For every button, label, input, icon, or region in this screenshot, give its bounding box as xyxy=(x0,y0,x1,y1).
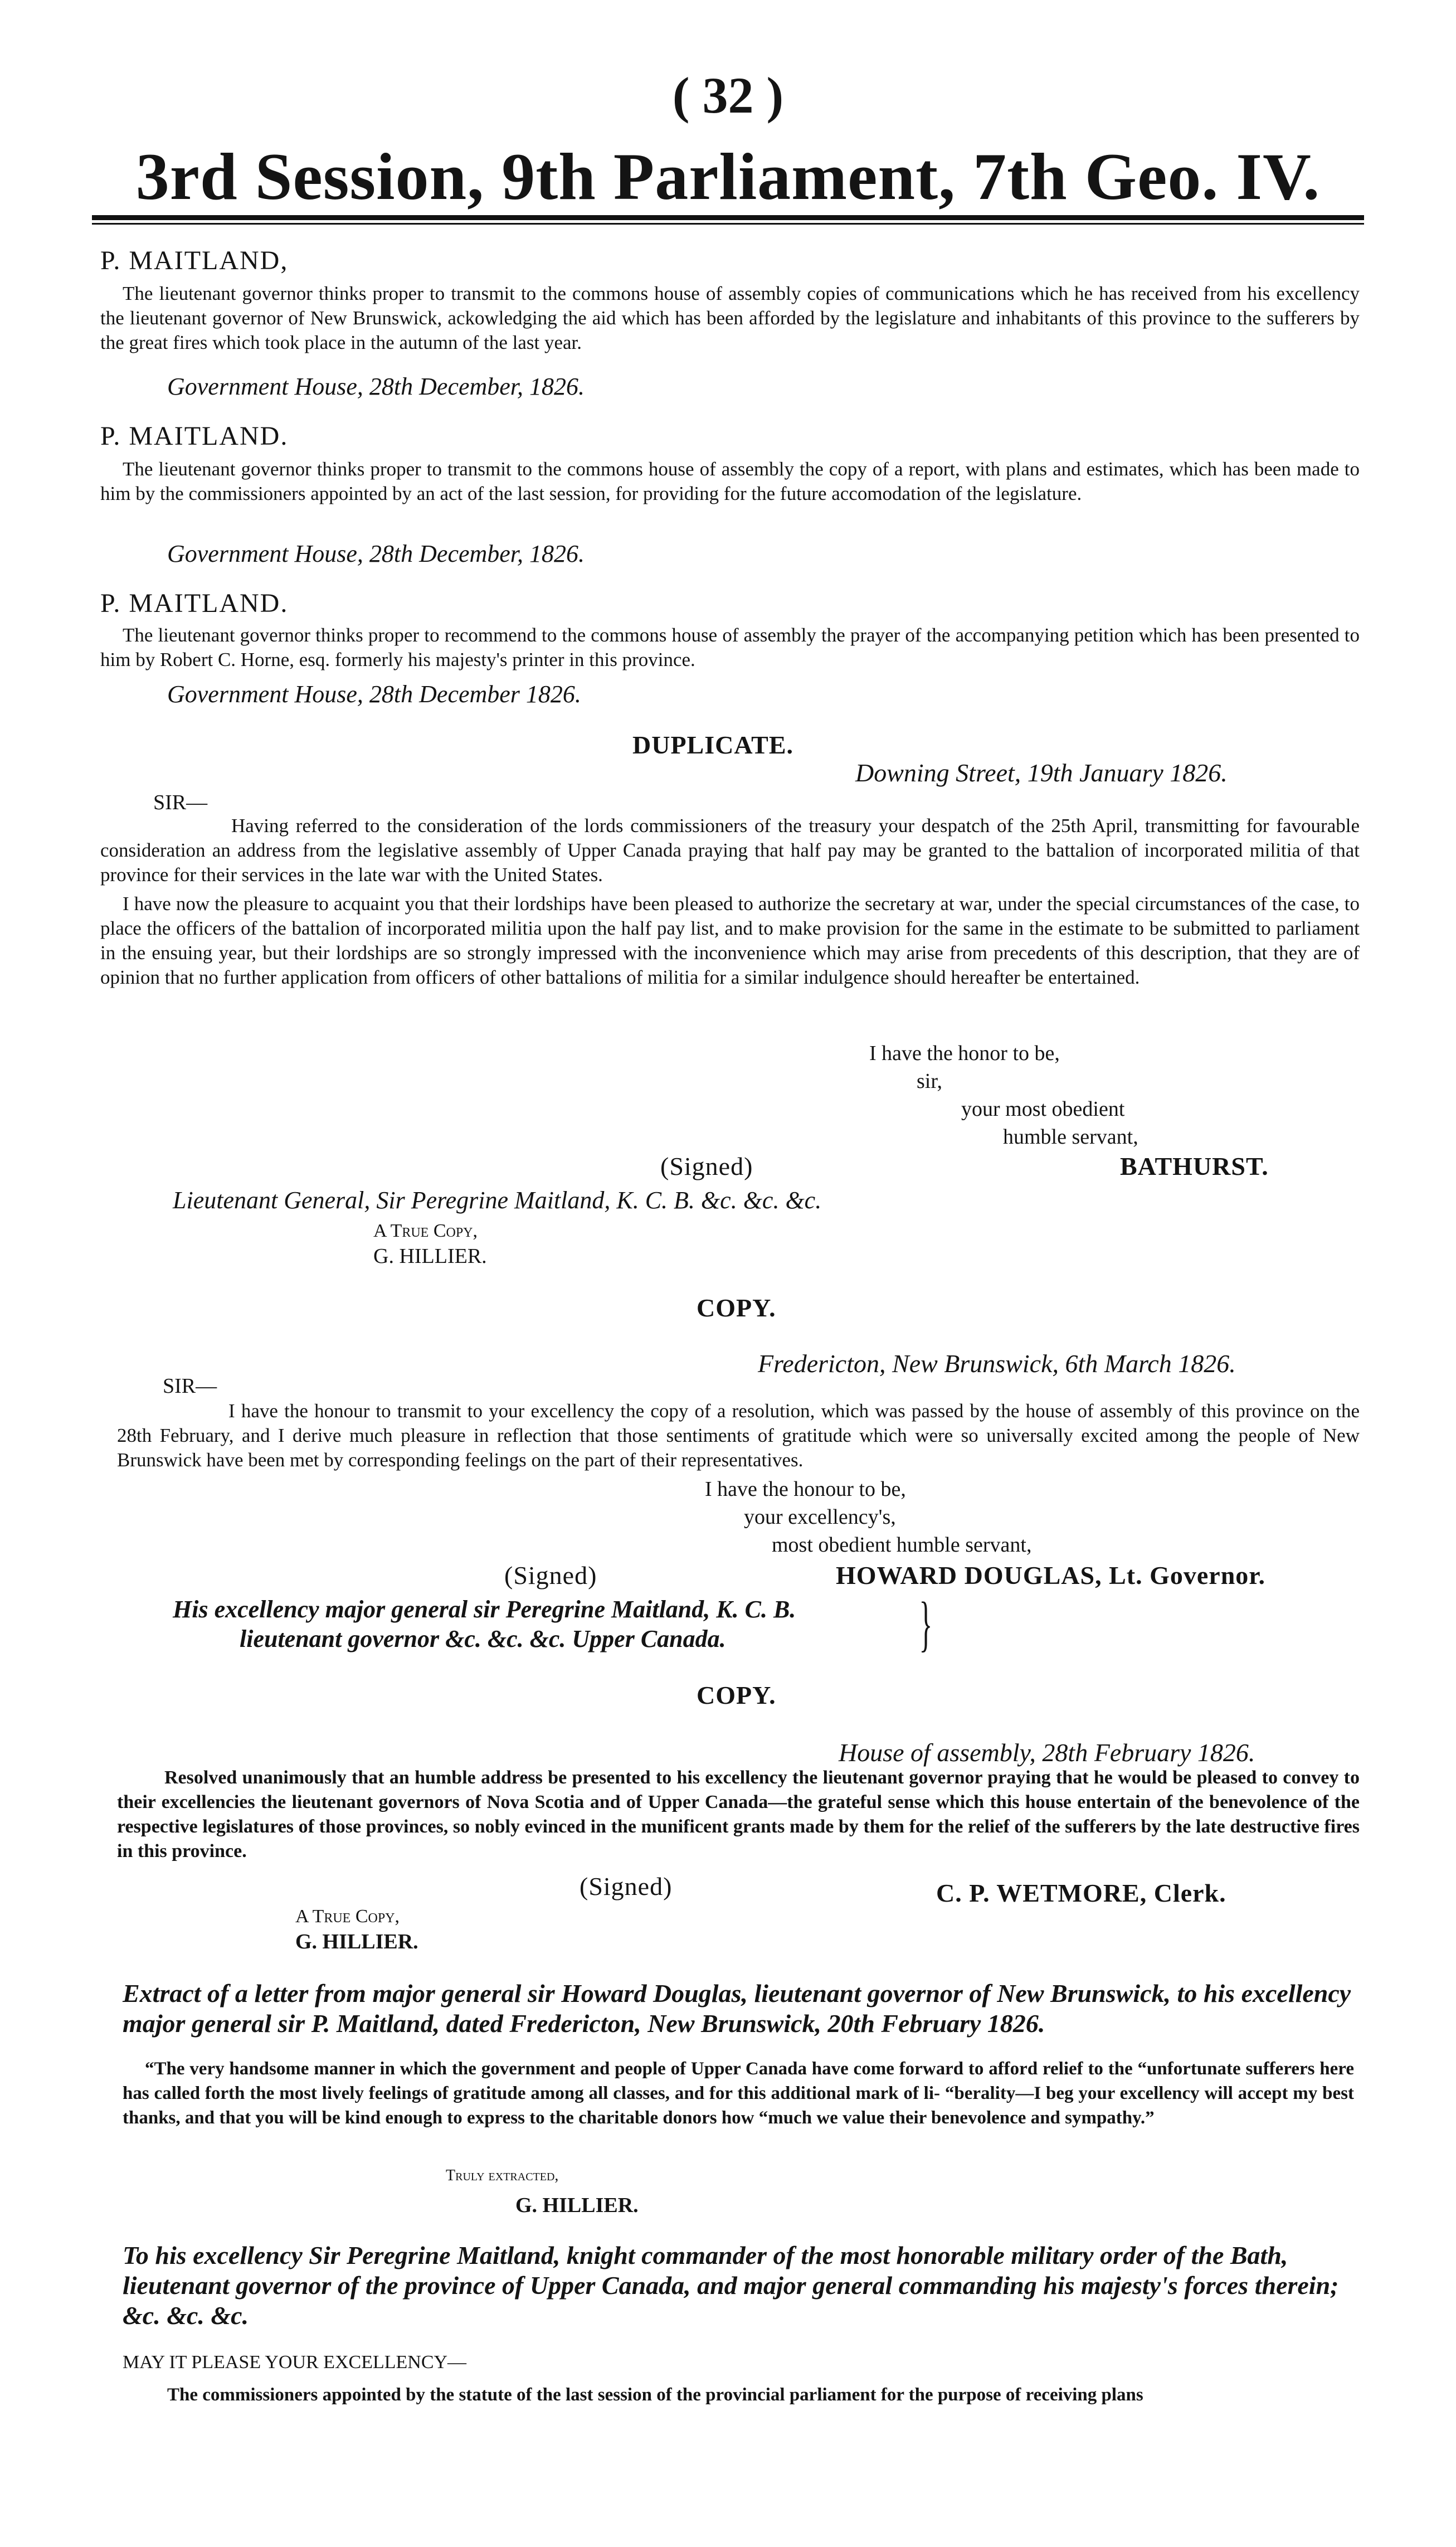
extract-quote: “The very handsome manner in which the government and people of Upper Canada have come forward to afford relief to the “unfortunate sufferers here has called forth the most lively feelings of gratitude among all classes, and for this additional mark of li- “berality—I beg your excellency will accept my best thanks, and that you will be kind enough to express to the charitable donors how “much we value their benevolence and sympathy.” xyxy=(123,2059,1354,2128)
extract-hillier: G. HILLIER. xyxy=(515,2194,639,2217)
copy-2-title: COPY. xyxy=(697,1681,776,1709)
copy-2-paragraph: Resolved unanimously that an humble address be presented to his excellency the lieutenant governor praying that he would be pleased to convey to their excellencies the lieutenant governors of Nova Scotia and of Upper Canada—the grateful sense which this house entertain of the benevolence of the respective legislatures of those provinces, so nobly evinced in the munificent grants made by them for the relief of the sufferers by the late destructive fires in this province. xyxy=(117,1767,1360,1861)
copy-1-dateline: Fredericton, New Brunswick, 6th March 1826. xyxy=(758,1349,1236,1378)
copy-1-salutation: SIR— xyxy=(163,1374,217,1398)
address-heading: To his excellency Sir Peregrine Maitland, knight commander of the most honorable military order of the Bath, lieutenant governor of the province of Upper Canada, and major general commanding his majesty's forces therein; &c. &c. &c. xyxy=(123,2241,1339,2330)
duplicate-paragraph-1: Having referred to the consideration of the lords commissioners of the treasury your despatch of the 25th April, transmitting for favourable consideration an address from the legislative assembly of Upper Canada praying that half pay may be granted to the battalion of incorporated militia of that province for their services in the late war with the United States. xyxy=(100,815,1360,886)
message-1-place-date: Government House, 28th December, 1826. xyxy=(167,373,585,400)
copy-1-brace: } xyxy=(919,1590,933,1658)
heading-rule-thick xyxy=(92,215,1364,220)
message-2-signer: P. MAITLAND. xyxy=(100,421,289,451)
copy-1-paragraph: I have the honour to transmit to your excellency the copy of a resolution, which was passed by the house of assembly of this province on the 28th February, and I derive much pleasure in reflection that those sentiments of gratitude which were so universally excited among the people of New Brunswick have been met by corresponding feelings on the part of their representatives. xyxy=(117,1400,1360,1471)
message-2-place-date: Government House, 28th December, 1826. xyxy=(167,540,585,567)
copy-1-closing-2: your excellency's, xyxy=(744,1505,896,1529)
copy-2-hillier: G. HILLIER. xyxy=(295,1930,418,1953)
message-1-text: The lieutenant governor thinks proper to transmit to the commons house of assembly copies of communications which he has received from his excellency the lieutenant governor of New Brunswick, ackowledging the aid which has been afforded by the legislature and inhabitants of this province to the sufferers by the great fires which took place in the autumn of the last year. xyxy=(100,283,1360,353)
extract-truly-extracted: Truly extracted, xyxy=(446,2167,559,2184)
copy-1-addressee-1: His excellency major general sir Peregrine Maitland, K. C. B. xyxy=(173,1596,796,1623)
address-text: The commissioners appointed by the statute of the last session of the provincial parliament for the purpose of receiving plans xyxy=(167,2385,1143,2405)
duplicate-title: DUPLICATE. xyxy=(632,731,794,759)
heading-rule-thin xyxy=(92,223,1364,225)
duplicate-closing-4: humble servant, xyxy=(1003,1125,1138,1149)
copy-1-title: COPY. xyxy=(697,1294,776,1322)
extract-heading: Extract of a letter from major general sir Howard Douglas, lieutenant governor of New Brunswick, to his excellency major general sir P. Maitland, dated Fredericton, New Brunswick, 20th February 1826. xyxy=(123,1979,1351,2038)
copy-1-signer: HOWARD DOUGLAS, Lt. Governor. xyxy=(836,1561,1265,1590)
duplicate-signer: BATHURST. xyxy=(1120,1152,1269,1180)
address-salutation: MAY IT PLEASE YOUR EXCELLENCY— xyxy=(123,2352,467,2373)
duplicate-true-copy: A True Copy, xyxy=(373,1221,478,1241)
duplicate-addressee: Lieutenant General, Sir Peregrine Maitland, K. C. B. &c. &c. &c. xyxy=(173,1187,822,1214)
duplicate-paragraph-2: I have now the pleasure to acquaint you that their lordships have been pleased to authorize the secretary at war, under the special circumstances of the case, to place the officers of the battalion of incorporated militia upon the half pay list, and to make provision for the same in the estimate to be submitted to parliament in the ensuing year, but their lordships are so strongly impressed with the inconvenience which may arise from precedents of this description, that they are of opinion that no further application from officers of other battalions of militia for a similar indulgence should hereafter be entertained. xyxy=(100,893,1360,988)
page-number: ( 32 ) xyxy=(672,67,784,124)
copy-1-closing-1: I have the honour to be, xyxy=(705,1477,906,1501)
copy-2-dateline: House of assembly, 28th February 1826. xyxy=(839,1738,1255,1767)
duplicate-closing-2: sir, xyxy=(917,1070,942,1093)
duplicate-dateline: Downing Street, 19th January 1826. xyxy=(855,759,1228,787)
message-1-signer: P. MAITLAND, xyxy=(100,246,289,275)
duplicate-salutation: SIR— xyxy=(153,791,208,814)
copy-1-signed: (Signed) xyxy=(504,1561,597,1590)
copy-2-signed: (Signed) xyxy=(580,1872,673,1900)
message-3-text: The lieutenant governor thinks proper to recommend to the commons house of assembly the prayer of the accompanying petition which has been presented to him by Robert C. Horne, esq. formerly his majesty's printer in this province. xyxy=(100,624,1360,670)
page-heading: 3rd Session, 9th Parliament, 7th Geo. IV. xyxy=(135,139,1321,213)
message-2-text: The lieutenant governor thinks proper to transmit to the commons house of assembly the copy of a report, with plans and estimates, which has been made to him by the commissioners appointed by an act of the last session, for providing for the future accomodation of the legislature. xyxy=(100,458,1360,504)
message-3-signer: P. MAITLAND. xyxy=(100,589,289,618)
duplicate-closing-1: I have the honor to be, xyxy=(869,1042,1060,1065)
duplicate-closing-3: your most obedient xyxy=(961,1097,1125,1121)
copy-1-closing-3: most obedient humble servant, xyxy=(772,1533,1032,1557)
copy-2-signer: C. P. WETMORE, Clerk. xyxy=(936,1879,1226,1907)
copy-1-addressee-2: lieutenant governor &c. &c. &c. Upper Canada. xyxy=(240,1625,726,1652)
duplicate-hillier: G. HILLIER. xyxy=(373,1245,487,1268)
copy-2-true-copy: A True Copy, xyxy=(295,1906,400,1927)
duplicate-signed: (Signed) xyxy=(660,1152,753,1180)
message-3-place-date: Government House, 28th December 1826. xyxy=(167,681,581,708)
